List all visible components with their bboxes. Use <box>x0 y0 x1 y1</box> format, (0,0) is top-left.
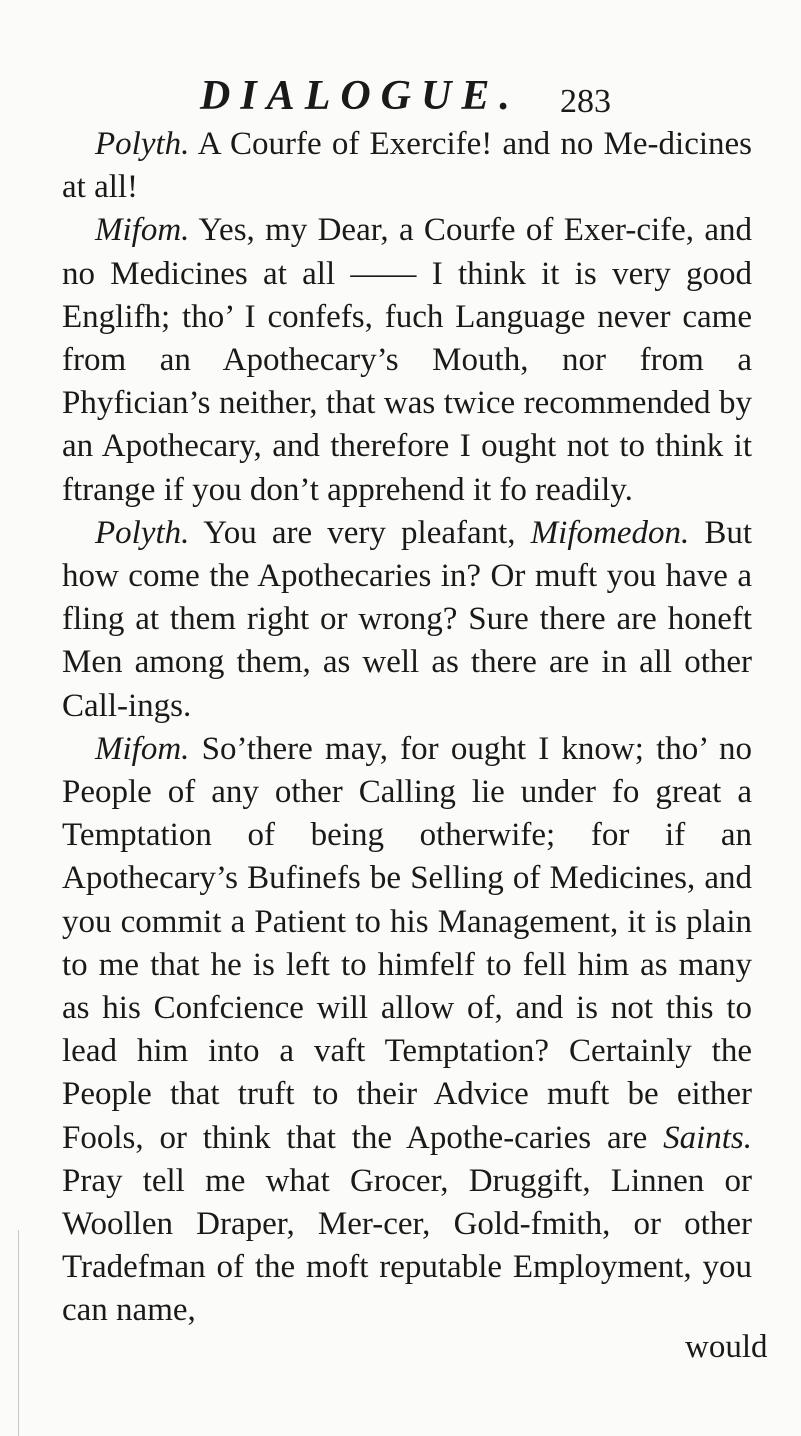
paragraph-text: So’there may, for ought I know; tho’ no People of any other Calling lie under fo great a Temptation of being otherwife; for if an Apothecary’s Bufinefs be Selling of Medicines, and you commit a Patient to his Management, it is plain to me that he is left to himfelf to fell him as many as his Confcience will allow of, and is not this to lead him into a vaft Temptation? Certainly the People that truft to their Advice muft be either Fools, or think that the Apothe-caries are <box>62 730 752 1156</box>
paragraph-text: You are very pleafant, <box>189 514 531 551</box>
catchword: would <box>685 1329 768 1365</box>
emphasis-name: Mifomedon. <box>530 514 690 551</box>
running-head <box>200 70 620 122</box>
paragraph-polyth-1 <box>62 123 752 209</box>
paragraph-mifom-1 <box>62 209 752 511</box>
paragraph-text-continued: Pray tell me what Grocer, Druggift, Linnen or Woollen Draper, Mer-cer, Gold-fmith, or other Tradefman of the moft reputable Employment, you can name, <box>62 1162 752 1329</box>
dialogue-text <box>62 123 752 1333</box>
page-edge-line <box>18 1230 19 1436</box>
speaker-name: Mifom. <box>95 730 190 767</box>
paragraph-text: Yes, my Dear, a Courfe of Exer-cife, and no Medicines at all —— I think it is very good Englifh; tho’ I confefs, fuch Language never came from an Apothecary’s Mouth, nor from a Phyfician’s neither, that was twice recommended by an Apothecary, and therefore I ought not to think it ftrange if you don’t apprehend it fo readily. <box>62 212 752 508</box>
running-title: DIALOGUE. <box>200 73 520 119</box>
speaker-name: Polyth. <box>95 126 190 162</box>
emphasis-word: Saints. <box>663 1119 752 1156</box>
page-number: 283 <box>560 83 611 120</box>
speaker-name: Mifom. <box>95 212 190 249</box>
paragraph-mifom-2 <box>62 728 752 1333</box>
paragraph-text: A Courfe of Exercife! and no Me-dicines at all! <box>62 126 752 206</box>
paragraph-text-continued: But how come the Apothecaries in? Or muft you have a fling at them right or wrong? Sure there are honeft Men among them, as well as there are in all other Call-ings. <box>62 514 752 724</box>
paragraph-polyth-2 <box>62 512 752 728</box>
speaker-name: Polyth. <box>95 514 190 551</box>
